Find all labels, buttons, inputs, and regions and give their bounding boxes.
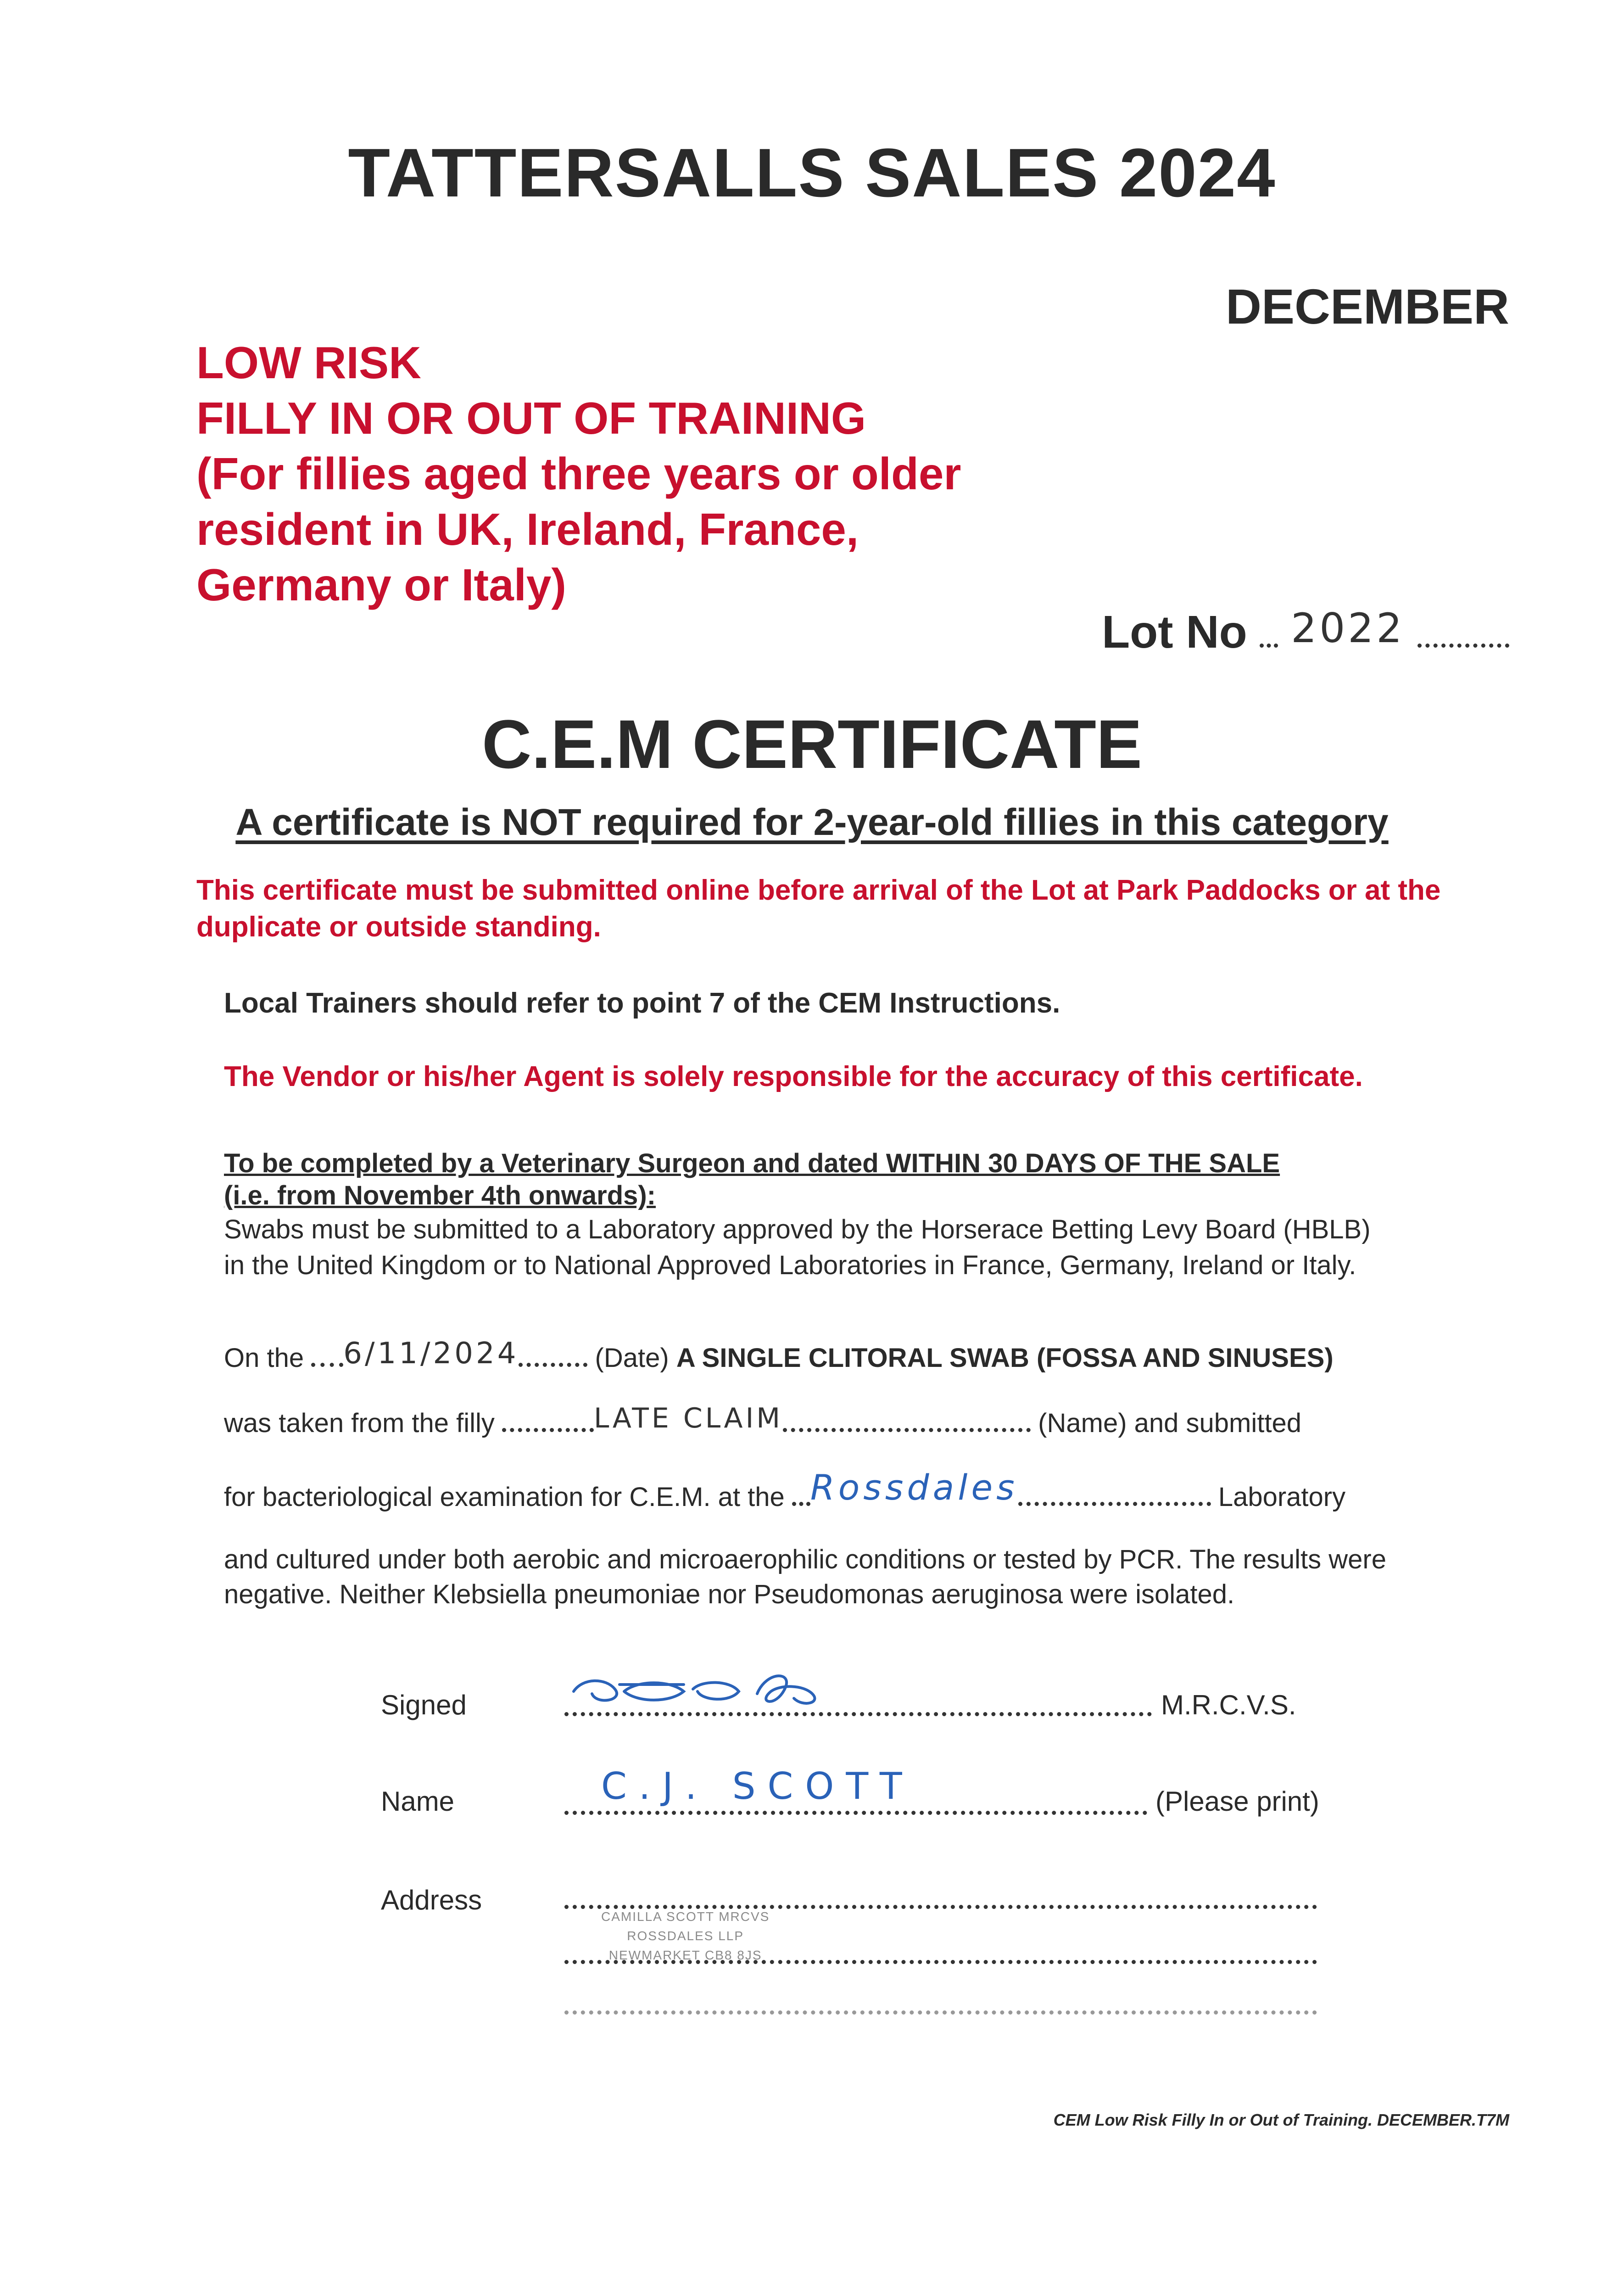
laboratory-line bbox=[224, 1467, 1346, 1514]
completion-instructions-line-1: To be completed by a Veterinary Surgeon and dated WITHIN 30 DAYS OF THE SALE bbox=[224, 1148, 1280, 1178]
signed-label: Signed bbox=[381, 1690, 467, 1720]
lot-value: 2022 bbox=[1291, 605, 1405, 652]
local-trainers-notice: Local Trainers should refer to point 7 of the CEM Instructions. bbox=[224, 987, 1060, 1019]
address-line-3[interactable] bbox=[564, 2010, 1317, 2015]
lot-dots-trailing bbox=[1418, 644, 1509, 648]
lab-dots-lead bbox=[792, 1502, 810, 1506]
address-label: Address bbox=[381, 1885, 482, 1915]
filly-name-suffix: (Name) and submitted bbox=[1038, 1408, 1301, 1438]
date-line bbox=[224, 1337, 1334, 1374]
lot-dots bbox=[1260, 644, 1278, 648]
filly-line bbox=[224, 1402, 1301, 1439]
culture-results: and cultured under both aerobic and microaerophilic conditions or tested by PCR. The results were negative. Neither Klebsiella pneumoniae nor Pseudomonas aeruginosa were isolated. bbox=[224, 1545, 1386, 1609]
signature-field[interactable] bbox=[564, 1671, 1152, 1716]
taken-from-label: was taken from the filly bbox=[224, 1408, 495, 1438]
mrcvs-label: M.R.C.V.S. bbox=[1161, 1690, 1296, 1720]
not-required-notice: A certificate is NOT required for 2-year-old fillies in this category bbox=[235, 801, 1389, 843]
name-label: Name bbox=[381, 1786, 455, 1817]
vet-name-value: C.J. SCOTT bbox=[601, 1765, 914, 1808]
completion-instructions-line-2: (i.e. from November 4th onwards): bbox=[224, 1181, 656, 1210]
vet-name-field[interactable] bbox=[564, 1765, 1147, 1815]
laboratory-field[interactable]: Rossdales bbox=[810, 1467, 1018, 1508]
completion-instructions bbox=[224, 1148, 1280, 1212]
vet-address-stamp: CAMILLA SCOTT MRCVS ROSSDALES LLP NEWMARKET CB8 8JS bbox=[601, 1909, 770, 1962]
vendor-responsibility-notice: The Vendor or his/her Agent is solely responsible for the accuracy of this certificate. bbox=[224, 1061, 1363, 1092]
category-heading: LOW RISK FILLY IN OR OUT OF TRAINING (For fillies aged three years or older resident in UK, Ireland, France, Germany or Italy) bbox=[196, 337, 961, 610]
page-title: TATTERSALLS SALES 2024 bbox=[348, 134, 1276, 211]
sale-month: DECEMBER bbox=[1225, 279, 1509, 334]
filly-name-field[interactable]: LATE CLAIM bbox=[594, 1402, 783, 1434]
swab-lab-requirements: Swabs must be submitted to a Laboratory approved by the Horserace Betting Levy Board (HBLB) in the United Kingdom or to National Approved Laboratories in France, Germany, Ireland or Italy. bbox=[224, 1215, 1371, 1280]
online-submission-notice: This certificate must be submitted online before arrival of the Lot at Park Paddocks or at the duplicate or outside standing. bbox=[196, 874, 1441, 943]
date-field[interactable]: 6/11/2024 bbox=[343, 1337, 519, 1371]
lot-number-line bbox=[1102, 606, 1509, 659]
laboratory-suffix: Laboratory bbox=[1218, 1482, 1346, 1512]
swab-type: A SINGLE CLITORAL SWAB (FOSSA AND SINUSES) bbox=[676, 1343, 1334, 1373]
lot-label: Lot No bbox=[1102, 606, 1247, 658]
bacteriological-label: for bacteriological examination for C.E.M. at the bbox=[224, 1482, 785, 1512]
filly-dots-lead bbox=[502, 1428, 594, 1432]
please-print-label: (Please print) bbox=[1155, 1786, 1319, 1817]
signature-scribble-icon bbox=[564, 1666, 886, 1712]
date-dots-trail bbox=[519, 1363, 587, 1367]
certificate-title: C.E.M CERTIFICATE bbox=[482, 705, 1142, 783]
footer-reference: CEM Low Risk Filly In or Out of Training. DECEMBER.T7M bbox=[1053, 2110, 1509, 2129]
lab-dots-trail bbox=[1018, 1502, 1211, 1506]
date-dots-lead bbox=[311, 1363, 343, 1367]
filly-dots-trail bbox=[783, 1428, 1031, 1432]
on-the-label: On the bbox=[224, 1343, 304, 1373]
date-suffix: (Date) bbox=[595, 1343, 669, 1373]
